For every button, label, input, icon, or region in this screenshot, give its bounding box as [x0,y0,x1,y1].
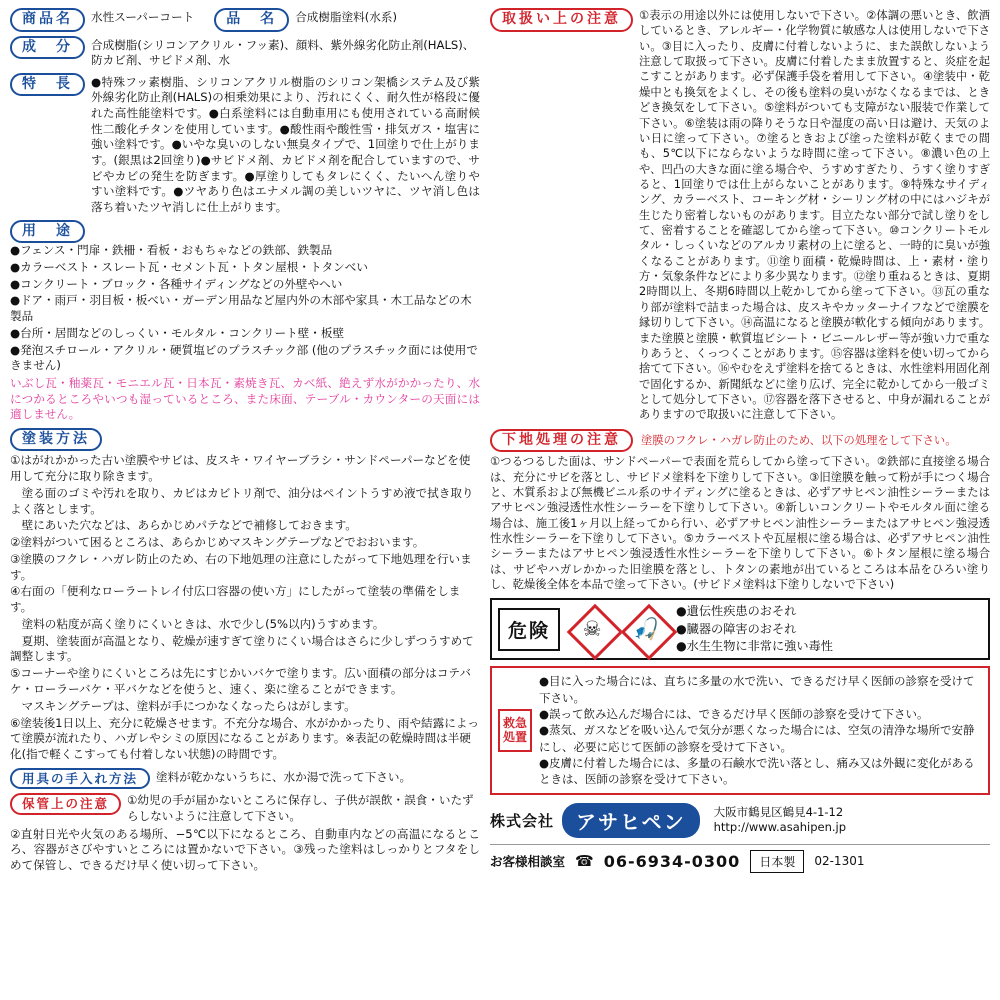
health-hazard-icon: ☠ [568,605,616,653]
list-item: ●台所・居間などのしっくい・モルタル・コンクリート壁・板壁 [10,325,345,340]
list-item: ⑥塗装後1日以上、充分に乾燥させます。不充分な場合、水がかかったり、雨や結露によって塗膜が流れたり、ハガレやシミの原因になることがあります。※表記の乾燥時間は半硬化(指で軽くこすっても付着しない状態)の時間です。 [10,715,480,762]
features-text: ●特殊フッ素樹脂、シリコンアクリル樹脂のシリコン架橋システム及び紫外線劣化防止剤(HALS)の相乗効果により、汚れにくく、耐久性が格段に優れた高性能塗料です。●白系塗料には自動車用にも使用されている高耐候性二酸化チタンを使用しています。●酸性雨や酸性雪・排気ガス・塩害に強い塗料です。●いやな臭いのしない無臭タイプで、1回塗りで仕上がります。(銀黒は2回塗り)●サビドメ剤、カビドメ剤を配合していますので、サビやカビの発生を防ぎます。●厚塗りしてもタレにくく、たいへん塗りやすい塗料です。●ツヤあり色はエナメル調の美しいツヤに、ツヤ消し色は落ち着いたツヤ消しに仕上がります。 [91,74,480,214]
list-item: ●フェンス・門扉・鉄柵・看板・おもちゃなどの鉄部、鉄製品 [10,243,333,258]
list-item: ②塗料がついて困るところは、あらかじめマスキングテープなどでおおいます。 [10,535,425,550]
product-code: 02-1301 [814,854,865,869]
address-line-1: 大阪市鶴見区鶴見4-1-12 [713,804,844,819]
ingredients-row [10,36,480,69]
list-item: ●目に入った場合には、直ちに多量の水で洗い、できるだけ早く医師の診察を受けて下さい。 [539,674,975,705]
first-aid-list [539,673,982,787]
list-item: マスキングテープは、塗料が手につかなくなったらはがします。 [10,698,356,713]
storage-label: 保管上の注意 [10,793,121,815]
list-item: ●臓器の障害のおそれ [676,621,797,636]
list-item: ●遺伝性疾患のおそれ [676,603,797,618]
list-item: ●水生生物に非常に強い毒性 [676,639,833,654]
method-list [10,453,480,763]
hazard-box [490,598,990,660]
website-url[interactable]: http://www.asahipen.jp [713,820,847,835]
list-item: ①はがれかかった古い塗膜やサビは、皮スキ・ワイヤーブラシ・サンドペーパーなどを使用して充分に取り除きます。 [10,453,471,484]
pretreatment-subtitle: 塗膜のフクレ・ハガレ防止のため、以下の処理をして下さい。 [641,433,957,447]
pretreatment-label: 下地処理の注意 [490,429,633,453]
handling-section [490,8,990,423]
uses-list [10,243,480,374]
right-column [490,8,990,992]
method-label: 塗装方法 [10,428,102,452]
list-item: ●皮膚に付着した場合には、多量の石鹸水で洗い落とし、痛み又は外観に変化があるときは、医師の診察を受けて下さい。 [539,756,975,787]
list-item: 夏期、塗装面が高温となり、乾燥が速すぎて塗りにくい場合はさらに少しずつうすめて調整します。 [10,633,474,664]
storage-text-1: ①幼児の手が届かないところに保存し、子供が誤飲・誤食・いたずらしないように注意して下さい。 [127,793,474,823]
ingredients-label: 成 分 [10,36,85,60]
uses-label: 用 途 [10,220,85,244]
left-column [10,8,480,992]
pretreatment-text: ①つるつるした面は、サンドペーパーで表面を荒らしてから塗って下さい。②鉄部に直接塗る場合は、充分にサビを落とし、サビドメ塗料を下塗りして下さい。③旧塗膜を触って粉が手につく場合と、木質系および無機ビニル系のサイディングに塗るときは、必ずアサヒペン油性シーラーまたはアサヒペン強浸透性水性シーラーを下塗りして下さい。④新しいコンクリートやモルタル面に塗る場合は、施工後1ヶ月以上経ってから行い、必ずアサヒペン油性シーラーまたはアサヒペン強浸透性水性シーラーを下塗りして下さい。⑤カラーベストや瓦屋根に塗る場合は、必ずアサヒペン油性シーラーまたはアサヒペン強浸透性水性シーラーを下塗りして下さい。⑥トタン屋根に塗る場合は、サビやハガレかかった旧塗膜を落とし、トタンの素地が出ているところは本品をひろい塗りし、乾燥後全体を本品で塗って下さい。(サビドメ塗料は下塗りしないで下さい) [490,455,990,592]
list-item: ⑤コーナーや塗りにくいところは先にすじかいバケで塗ります。広い面積の部分はコテバケ・ローラーバケ・平バケなどを使うと、速く、楽に塗ることができます。 [10,666,471,696]
features-row [10,73,480,216]
environment-hazard-icon: 🎣 [622,605,670,653]
item-name-value: 合成樹脂塗料(水系) [295,10,397,24]
made-in-badge: 日本製 [750,850,804,873]
list-item: ③塗膜のフクレ・ハガレ防止のため、右の下地処理の注意にしたがって下地処理を行います。 [10,551,472,582]
product-name-label: 商品名 [10,8,85,32]
list-item: 塗料の粘度が高く塗りにくいときは、水で少し(5%以内)うすめます。 [10,616,385,631]
brand-logo: アサヒペン [562,803,700,838]
two-column-layout [10,8,990,992]
method-section [10,428,480,763]
pretreatment-section [490,429,990,593]
list-item: 壁にあいた穴などは、あらかじめパテなどで補修しておきます。 [10,518,357,533]
list-item: ●発泡スチロール・アクリル・硬質塩ビのプラスチック部 (他のプラスチック面には使用できません) [10,342,478,373]
tools-label: 用具の手入れ方法 [10,768,150,790]
hazard-statements [676,603,833,656]
danger-word: 危険 [498,608,560,651]
phone-icon: ☎ [575,852,594,871]
item-name-label: 品 名 [214,8,289,32]
support-label: お客様相談室 [490,854,566,870]
list-item: ④右面の「便利なローラートレイ付広口容器の使い方」にしたがって塗装の準備をします。 [10,584,461,615]
list-item: ●コンクリート・ブロック・各種サイディングなどの外壁やへい [10,276,343,291]
list-item: ●誤って飲み込んだ場合には、できるだけ早く医師の診察を受けて下さい。 [539,707,929,722]
tools-section [10,768,480,790]
product-name-value: 水性スーパーコート [91,10,195,24]
support-phone[interactable]: 06-6934-0300 [603,851,741,871]
first-aid-label: 救急処置 [498,709,532,753]
storage-section [10,793,480,873]
handling-text: ①表示の用途以外には使用しないで下さい。②体調の悪いとき、飲酒しているとき、アレルギー・化学物質に敏感な人は使用しないで下さい。③目に入ったり、皮膚に付着しないように、また誤飲しないよう注意して取扱って下さい。皮膚に付着したまま放置すると、炎症を起こすことがあります。必ず保護手袋を着用して下さい。④塗装中・乾燥中とも換気をよくし、その後も塗料の臭いがなくなるまでは、ときどき換気をして下さい。⑤塗料がついても支障がない服装で作業して下さい。⑥塗装は雨の降りそうな日や湿度の高い日は避け、天気のよい日に塗って下さい。⑦塗るときおよび塗った塗料が乾くまでの間も、5℃以下にならないような時間に塗って下さい。⑧濃い色の上や、凹凸の大きな面に塗る場合や、うすめすぎたり、うすく塗りすぎると、1回塗りでは仕上がらないことがあります。⑨特殊なサイディング、カラーベスト、コーキング材・シーリング材の中にはハジキが生じたり密着しないものがあります。目立たない部分で試し塗りをして、密着することを確認してから塗って下さい。⑩コンクリートモルタル・しっくいなどのアルカリ素材の上に塗ると、一時的に臭いが強くなることがあります。⑪塗り面積・乾燥時間は、上・素材・塗り方・気象条件などにより多少異なります。⑫塗り重ねるときは、夏期2時間以上、冬期6時間以上乾かしてから塗って下さい。⑬瓦の重なり部が塗料で詰まった場合は、皮スキやカッターナイフなどで塗膜を縁切りして下さい。⑭高温になると塗膜が軟化する傾向があります。また塗膜と塗膜・軟質塩ビシート・ビニールレザー等が強い力で重なりあうと、くっつくことがあります。⑮容器は塗料を使い切ってから捨てて下さい。⑯やむをえず塗料を捨てるときは、水性塗料用固化剤で固化するか、新聞紙などに塗り広げ、完全に乾かしてから一般ゴミとして処分して下さい。⑰容器を落下させると、中身が漏れることがありますので取扱いに注意して下さい。 [639,9,990,422]
handling-label: 取扱い上の注意 [490,8,633,32]
uses-section [10,220,480,423]
company-address [714,805,846,836]
list-item: 塗る面のゴミや汚れを取り、カビはカビトリ剤で、油分はペイントうすめ液で拭き取りよく落とします。 [10,485,474,516]
list-item: ●ドア・雨戸・羽目板・板べい・ガーデン用品など屋内外の木部や家具・木工品などの木製品 [10,293,472,324]
product-name-row [10,8,480,32]
first-aid-box [490,666,990,794]
ingredients-value: 合成樹脂(シリコンアクリル・フッ素)、顔料、紫外線劣化防止剤(HALS)、防カビ剤、サビドメ剤、水 [91,37,475,68]
list-item: ●蒸気、ガスなどを吸い込んで気分が悪くなった場合には、空気の清浄な場所で安静にし、必要に応じて医師の診察を受けて下さい。 [539,723,975,754]
storage-text-2: ②直射日光や火気のある場所、−5℃以下になるところ、自動車内などの高温になるところ、容器がさびやすいところには置かないで下さい。③残った塗料はしっかりとフタをしめて保管し、できるだけ早く使い切って下さい。 [10,826,480,872]
uses-warning: いぶし瓦・釉薬瓦・モニエル瓦・日本瓦・素焼き瓦、カベ紙、絶えず水がかかったり、水につかるところやいつも湿っているところ、また床面、テーブル・カウンターの天面には適しません。 [10,376,480,422]
features-label: 特 長 [10,73,85,97]
tools-value: 塗料が乾かないうちに、水か湯で洗って下さい。 [156,769,412,784]
list-item: ●カラーベスト・スレート瓦・セメント瓦・トタン屋根・トタンべい [10,259,368,274]
footer [490,803,990,873]
company-prefix: 株式会社 [490,811,555,830]
